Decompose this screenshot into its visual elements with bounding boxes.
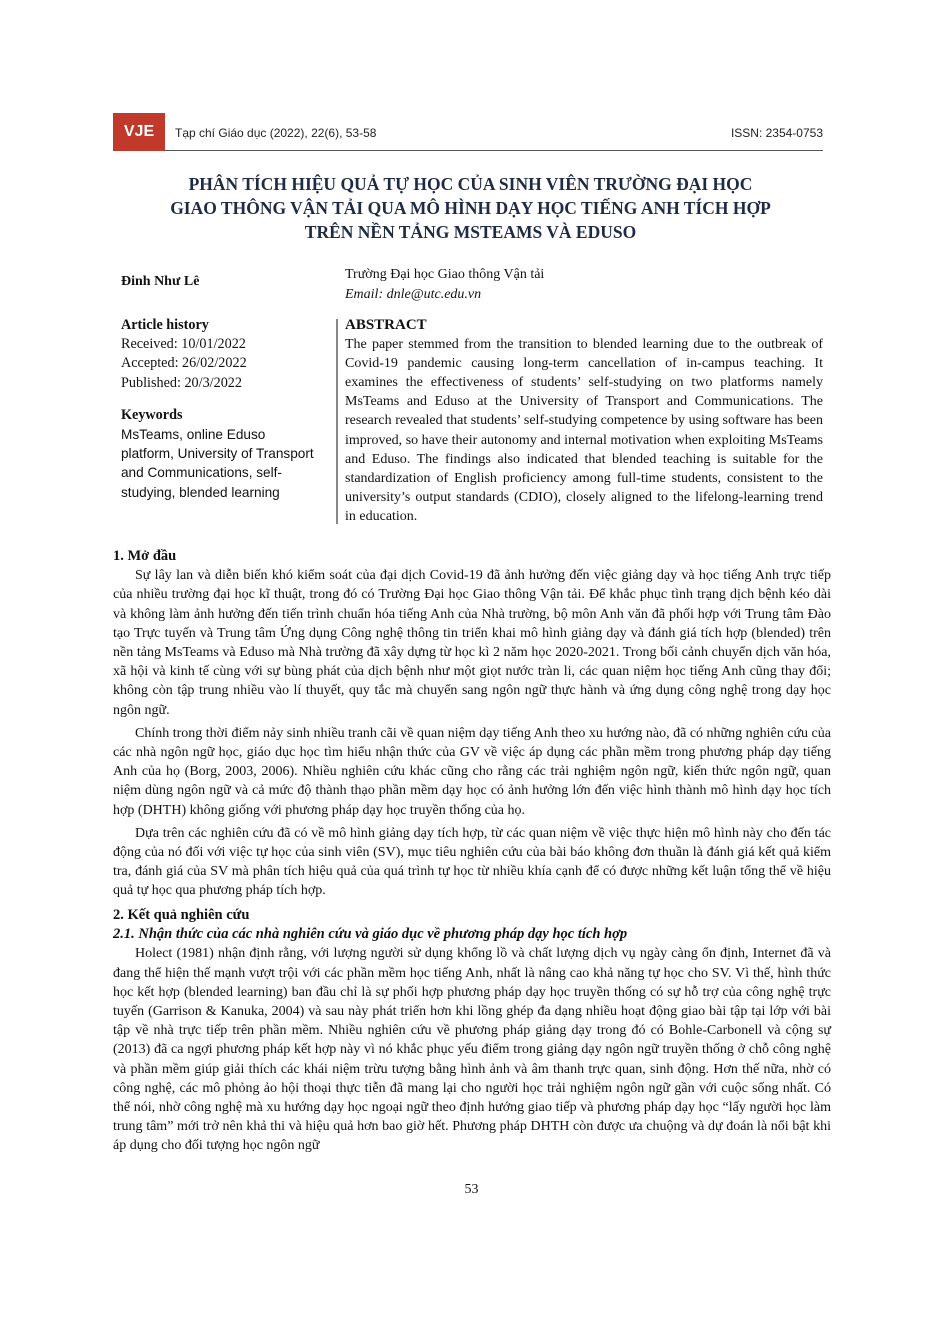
- received-date: Received: 10/01/2022: [121, 336, 246, 353]
- section-1: [113, 547, 831, 905]
- subsection-2-1-heading: 2.1. Nhận thức của các nhà nghiên cứu và giáo dục về phương pháp dạy học tích hợp: [113, 926, 628, 943]
- page-number: 53: [464, 1182, 479, 1197]
- section-2-heading: 2. Kết quả nghiên cứu: [113, 907, 250, 923]
- abstract-heading: ABSTRACT: [345, 317, 427, 333]
- abstract-text: The paper stemmed from the transition to blended learning due to the outbreak of Covid-19 pandemic causing long-term cancellation of in-campus teaching. It examines the effectiveness of students’ self-studying on two platforms namely MsTeams and Eduso at the University of Transport and Communications. The research revealed that students’ self-studying competence by using software has been improved, so have their autonomy and internal motivation when exploiting MsTeams and Eduso. The findings also indicated that blended teaching is suitable for the standardization of English proficiency among full-time students, consistent to the university’s output standards (CDIO), closely aligned to the lifelong-learning trend in education.: [345, 337, 823, 524]
- page-header: [113, 113, 823, 151]
- affiliation: Trường Đại học Giao thông Vận tải: [345, 267, 545, 282]
- keywords-text: MsTeams, online Eduso platform, University of Transport and Communications, self-studying, blended learning: [121, 427, 314, 500]
- keywords-heading: Keywords: [121, 406, 183, 423]
- paragraph: Dựa trên các nghiên cứu đã có về mô hình giảng dạy tích hợp, từ các quan niệm về việc thực hiện mô hình này cho đến tác động của nó đối với việc tự học của sinh viên (SV), mục tiêu nghiên cứu của bài báo không đơn thuần là đánh giá kết quả kiểm tra, đánh giá của SV mà phân tích hiệu quả của quá trình tự học từ nhiều khía cạnh để có được những kết luận tổng thể về hiệu quả tự học qua phương pháp tích hợp.: [113, 825, 831, 899]
- abstract-divider: [336, 319, 338, 524]
- paragraph: Holect (1981) nhận định rằng, với lượng người sử dụng khổng lồ và chất lượng dịch vụ ngày càng ổn định, Internet đã và đang thể hiện thế mạnh vượt trội với các phần mềm học tiếng Anh, nhất là nâng cao khả năng tự học cho SV. Vì thế, hình thức học kết hợp (blended learning) ban đầu chỉ là sự phối hợp phương pháp dạy học truyền thống có sự hỗ trợ của công nghệ trực tuyến (Garrison & Kanuka, 2004) và sau này phát triển hơn khi lồng ghép đa dạng nhiều hoạt động giao bài tập tại lớp với bài tập về nhà trực tiếp trên phần mềm. Nhiều nghiên cứu về phương pháp giảng dạy trong đó có Bohle-Carbonell và cộng sự (2013) đã ca ngợi phương pháp kết hợp này vì nó khắc phục yếu điểm trong giảng dạy ngôn ngữ truyền thống ở chỗ công nghệ và phần mềm giúp giải thích các khái niệm trừu tượng bằng hình ảnh và âm thanh trực quan, sinh động. Hơn thế nữa, nhờ có công nghệ, các mô phỏng ảo hội thoại thực tiễn đã mang lại cho người học trải nghiệm ngôn ngữ gần với cuộc sống nhất. Có thể nói, nhờ công nghệ mà xu hướng dạy học ngoại ngữ theo định hướng giao tiếp và phương pháp dạy học “lấy người học làm trung tâm” mới trở nên khả thi và hiệu quả hơn bao giờ hết. Phương pháp DHTH còn được ưa chuộng và dự đoán là nổi bật khi áp dụng cho đối tượng học ngôn ngữ: [113, 946, 831, 1154]
- article-title: [113, 172, 828, 244]
- article-meta: [121, 316, 321, 502]
- published-date: Published: 20/3/2022: [121, 374, 242, 391]
- abstract-block: [345, 316, 823, 526]
- issn: ISSN: 2354-0753: [730, 126, 823, 140]
- author-affiliation-block: [345, 265, 544, 305]
- section-1-heading: 1. Mở đầu: [113, 548, 177, 564]
- header-divider: [165, 150, 823, 151]
- journal-logo: VJE: [113, 113, 165, 151]
- accepted-date: Accepted: 26/02/2022: [121, 355, 247, 372]
- article-history-heading: Article history: [121, 317, 209, 333]
- title-line-2: GIAO THÔNG VẬN TẢI QUA MÔ HÌNH DẠY HỌC TIẾNG ANH TÍCH HỢP: [170, 198, 771, 218]
- author-email: Email: dnle@utc.edu.vn: [345, 287, 482, 302]
- section-2: [113, 906, 831, 1160]
- journal-citation: Tạp chí Giáo dục (2022), 22(6), 53-58: [175, 126, 377, 140]
- author-name: Đinh Như Lê: [121, 274, 200, 289]
- title-line-3: TRÊN NỀN TẢNG MSTEAMS VÀ EDUSO: [304, 222, 637, 242]
- paragraph: Sự lây lan và diễn biến khó kiểm soát của đại dịch Covid-19 đã ảnh hưởng đến việc giảng dạy và học tiếng Anh trực tiếp của nhiều trường đại học kĩ thuật, trong đó có Trường Đại học Giao thông Vận tải. Để khắc phục tình trạng dịch bệnh kéo dài và không làm ảnh hưởng đến tiến trình chuẩn hóa tiếng Anh của Nhà trường, bộ môn Anh văn đã phối hợp với Trung tâm Đào tạo Trực tuyến và Trung tâm Ứng dụng Công nghệ thông tin triển khai mô hình giảng dạy và đánh giá tích hợp (blended) trên nền tảng MsTeams và Eduso mà Nhà trường đã xây dựng từ học kì 2 năm học 2020-2021. Trong bối cảnh chuyển dịch văn hóa, xã hội và kinh tế cùng với sự bùng phát của dịch bệnh như một giọt nước tràn li, các quan niệm học tiếng Anh cũng thay đổi; không còn tập trung nhiều vào lí thuyết, quy tắc mà chuyển sang ngôn ngữ thực hành và ứng dụng công nghệ trong dạy học ngôn ngữ.: [113, 568, 831, 718]
- paragraph: Chính trong thời điểm nảy sinh nhiều tranh cãi về quan niệm dạy tiếng Anh theo xu hướng nào, đã có những nghiên cứu của các nhà ngôn ngữ học, giáo dục học tìm hiểu nhận thức của GV về việc áp dụng các phần mềm trong phương pháp dạy tiếng Anh của họ (Borg, 2003, 2006). Nhiều nghiên cứu khác cũng cho rằng các trải nghiệm ngôn ngữ, kiến thức ngôn ngữ, quan niệm dùng ngôn ngữ và cả mức độ thành thạo phần mềm dạy học có ảnh hưởng lớn đến việc hình thành mô hình dạy học tích hợp (DHTH) không giống với phương pháp dạy học truyền thống của họ.: [113, 725, 831, 818]
- title-line-1: PHÂN TÍCH HIỆU QUẢ TỰ HỌC CỦA SINH VIÊN TRƯỜNG ĐẠI HỌC: [188, 174, 753, 194]
